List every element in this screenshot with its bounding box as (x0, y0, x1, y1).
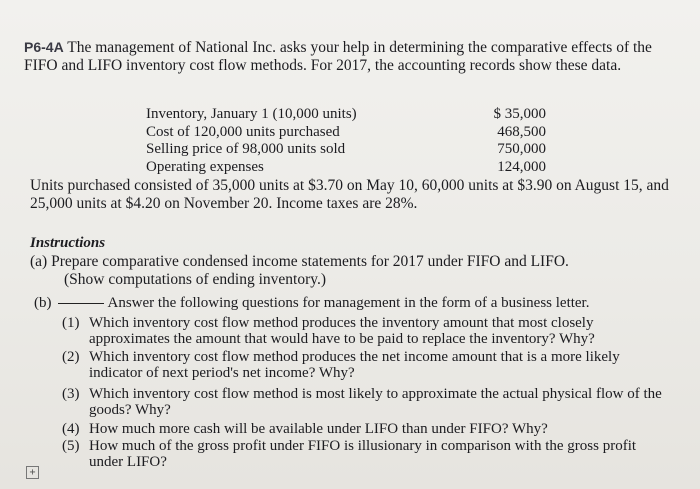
question-item (62, 349, 662, 381)
units-purchased-text: Units purchased consisted of 35,000 units at $3.70 on May 10, 60,000 units at $3.90 on August 15, and 25,000 units at $4.20 on November 20. Income taxes are 28%. (30, 177, 669, 212)
instruction-b (34, 295, 664, 312)
question-text: Which inventory cost flow method produces the inventory amount that most closely approximates the amount that would have to be paid to replace the inventory? Why? (89, 315, 595, 347)
record-label: Operating expenses (146, 158, 264, 175)
problem-intro-text: The management of National Inc. asks your help in determining the comparative effects of the FIFO and LIFO inventory cost flow methods. For 2017, the accounting records show these data. (24, 39, 652, 74)
record-label: Cost of 120,000 units purchased (146, 123, 340, 140)
record-row (146, 141, 546, 159)
question-item (62, 386, 662, 418)
question-number: (1) (62, 315, 80, 331)
problem-intro (24, 38, 674, 75)
record-row (146, 159, 546, 177)
instruction-b-number: (b) (34, 295, 52, 311)
question-text: Which inventory cost flow method produces the net income amount that is a more likely indicator of next period's net income? Why? (89, 349, 620, 381)
instruction-a-subtext: (Show computations of ending inventory.) (64, 271, 327, 288)
question-text: How much more cash will be available under LIFO than under FIFO? Why? (89, 421, 548, 437)
record-label: Selling price of 98,000 units sold (146, 141, 346, 157)
dash-divider (58, 303, 104, 304)
question-number: (4) (62, 421, 80, 437)
record-label: Inventory, January 1 (10,000 units) (146, 106, 357, 122)
question-text: Which inventory cost flow method is most likely to approximate the actual physical flow of the goods? Why? (89, 386, 662, 418)
record-value: 468,500 (497, 123, 546, 140)
problem-number: P6-4A (24, 39, 64, 55)
record-value: $ 35,000 (493, 106, 546, 122)
record-value: 124,000 (497, 158, 546, 175)
accounting-records (146, 106, 546, 176)
instruction-a (30, 253, 670, 289)
record-value: 750,000 (497, 141, 546, 157)
plus-box-icon[interactable]: + (26, 466, 39, 479)
question-item (62, 421, 662, 437)
record-row (146, 124, 546, 142)
instruction-b-text: Answer the following questions for management in the form of a business letter. (107, 295, 590, 311)
instruction-a-text: Prepare comparative condensed income statements for 2017 under FIFO and LIFO. (51, 253, 569, 270)
instructions-heading: Instructions (30, 235, 106, 251)
question-number: (2) (62, 349, 80, 365)
instruction-a-number: (a) (30, 253, 48, 270)
question-number: (3) (62, 386, 80, 402)
record-row (146, 106, 546, 124)
question-item (62, 315, 662, 347)
question-number: (5) (62, 438, 80, 454)
question-text: How much of the gross profit under FIFO is illusionary in comparison with the gross profit under LIFO? (89, 438, 637, 470)
question-item (62, 438, 662, 470)
